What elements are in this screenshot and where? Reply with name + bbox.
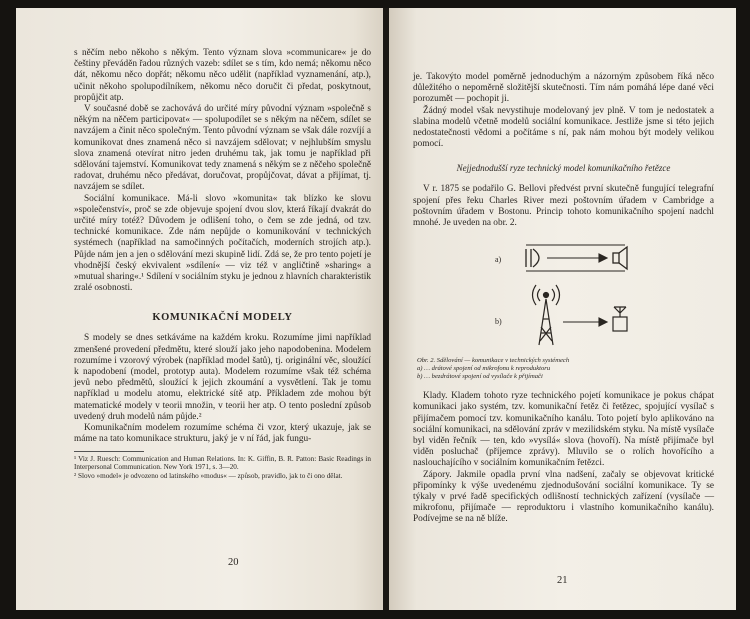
caption-a: a) … drátové spojení od mikrofonu k reproduktoru xyxy=(417,365,551,373)
figure-label-b: b) xyxy=(495,317,502,327)
right-page xyxy=(389,8,736,610)
figure-2 xyxy=(413,237,714,355)
paragraph: Žádný model však nevystihuje modelovaný jev plně. V tom je nedostatek a slabina modelů včetně modelů sociální komunikace. Jestliže jsme si této jejich nedostatečnosti vědomi a počítáme s ní, pak nám mohou být modely velikou pomocí. xyxy=(413,105,714,150)
subheading: Nejjednodušší ryze technický model komunikačního řetězce xyxy=(456,163,671,174)
paragraph: V r. 1875 se podařilo G. Bellovi předvést první skutečně fungující telegrafní spojení přes řeku Charles River mezi poštovním úřadem v Cambridge a poštovním úřadem v Bostonu. Princip tohoto komunikačního spojení nadchl mnohé. Je uveden na obr. 2. xyxy=(413,184,714,229)
speaker-icon xyxy=(613,247,627,269)
footnote-divider xyxy=(74,451,144,452)
signal-arrow xyxy=(563,318,607,326)
wire-line xyxy=(526,245,625,271)
paragraph: Zápory. Jakmile opadla první vlna nadšení, začaly se objevovat kritické připomínky k výše uvedenému zjednodušování sociální komunikace. Ty se týkaly v prvé řadě specifických odlišností technických zařízení (vysílače — mikrofonu, přijímače — reproduktoru i vlastního komunikačního kanálu). Podívejme se na ně blíže. xyxy=(413,469,714,525)
section-heading: KOMUNIKAČNÍ MODELY xyxy=(152,312,293,324)
figure-caption xyxy=(417,357,714,381)
paragraph: Klady. Kladem tohoto ryze technického pojetí komunikace je pokus chápat komunikaci jako systém, tzv. komunikační řetěz či řetězec, spojující vysílač s přijímačem pomocí tzv. komunikačního kanálu. Toto pojetí bylo aplikováno na sociální komunikaci, na sdělování zpráv v mezilidském styku. Na místě vysílače byl viděn řečník — ten, kdo »vysílá« slova (hovoří). Na místě přijímače byl viděn posluchač (příjemce zprávy). Mluvilo se o rolích hovořícího a naslouchajícího v sociálním komunikačním řetězci. xyxy=(413,391,714,469)
paragraph: Komunikačním modelem rozumíme schéma či vzor, který ukazuje, jak se máme na tato komunikace strukturu, jaký je v ní řád, jak fungu- xyxy=(74,423,371,445)
page-number: 20 xyxy=(228,557,239,568)
receiver-icon xyxy=(613,307,627,331)
microphone-icon xyxy=(526,249,539,267)
paragraph: s něčím nebo někoho s někým. Tento význam slova »communicare« je do češtiny převáděn řadou různých vazeb: sdílet se s tím, kdo nemá; někomu něco dát, někomu něco dopřát; někomu něco udělit (například vyznamenání, atp.), učinit někoho spolupodílníkem, někomu něco doručit či předat, poskytnout, propůjčit atp. xyxy=(74,48,371,103)
footnote: ¹ Viz J. Ruesch: Communication and Human Relations. In: K. Giffin, B. R. Patton: Basic Readings in Interpersonal Communication. New York 1971, s. 3—20. xyxy=(74,454,371,472)
antenna-tower-icon xyxy=(533,285,560,345)
caption-title: Obr. 2. Sdělování — komunikace v technických systémech xyxy=(417,357,570,365)
paragraph: je. Takovýto model poměrně jednoduchým a názorným způsobem říká něco důležitého o nepoměrně složitější skutečnosti. Tím nám pomáhá lépe dané věci porozumět — pochopit ji. xyxy=(413,72,714,105)
page-number: 21 xyxy=(557,575,568,586)
figure-label-a: a) xyxy=(495,255,502,265)
paragraph: Sociální komunikace. Má-li slovo »komunita« tak blízko ke slovu »společenství«, proč se zde objevuje spojení dvou slov, která říkají dvakrát do určité míry totéž? Důvodem je odlišení toho, o čem se zde jedná, od tzv. technické komunikace. Zde nám nepůjde o komunikování v technických systémech (například na samočinných počítačích, moderních strojích atp.). Půjde nám jen a jen o sdělování mezi skupině lidí. Zdá se, že pro tento pojetí je vhodnější český ekvivalent »sdílení« — viz též v angličtině »sharing« a »mutual sharing«.¹ Sdílení v sociálním styku je jednou z hlavních charakteristik zralé osobnosti. xyxy=(74,193,371,294)
footnote: ² Slovo »model« je odvozeno od latinského »modus« — způsob, pravidlo, jak to či ono dělat. xyxy=(74,471,343,480)
figure-drawing xyxy=(413,237,714,355)
paragraph: V současné době se zachovává do určité míry původní význam »společně s někým na něčem participovat« — spolupodílet se s někým na něčem, sdílet se navzájem a činit něco společným. Tento původní význam se však dále rozvíjí a komunikovat dnes znamená něco si navzájem sdělovat; v nejhlubším smyslu slova znamená otevírat nitro jeden druhému tak, jak tomu je například při sdělování tajemství. Komunikovat tedy znamená s někým se z něčeho společně radovat, druhému něco předávat, doručovat, propůjčovat, dávat a přijímat, tj. navzájem se sdílet. xyxy=(74,104,371,193)
paragraph: S modely se dnes setkáváme na každém kroku. Rozumíme jimi například zmenšené provedení předmětu, které slouží jako jeho napodobenina. Modelem rozumíme i vzorový výrobek (například model šatů), tj. originální věc, sloužící k napodobení (model, prototyp auta). Modelem rozumíme však též schéma jevů nebo předmětů, sloužící k jejich zkoumání a vysvětlení. Tak je tomu například u modelu atomu, elektrické sítě atp. Příkladem zde mohou být matematické modely v teorii množin, v teorii her atp. O tento poslední způsob uvedený druh modelů nám půjde.² xyxy=(74,333,371,422)
caption-b: b) … bezdrátové spojení od vysílače k přijímači xyxy=(417,373,543,381)
left-page xyxy=(16,8,383,610)
